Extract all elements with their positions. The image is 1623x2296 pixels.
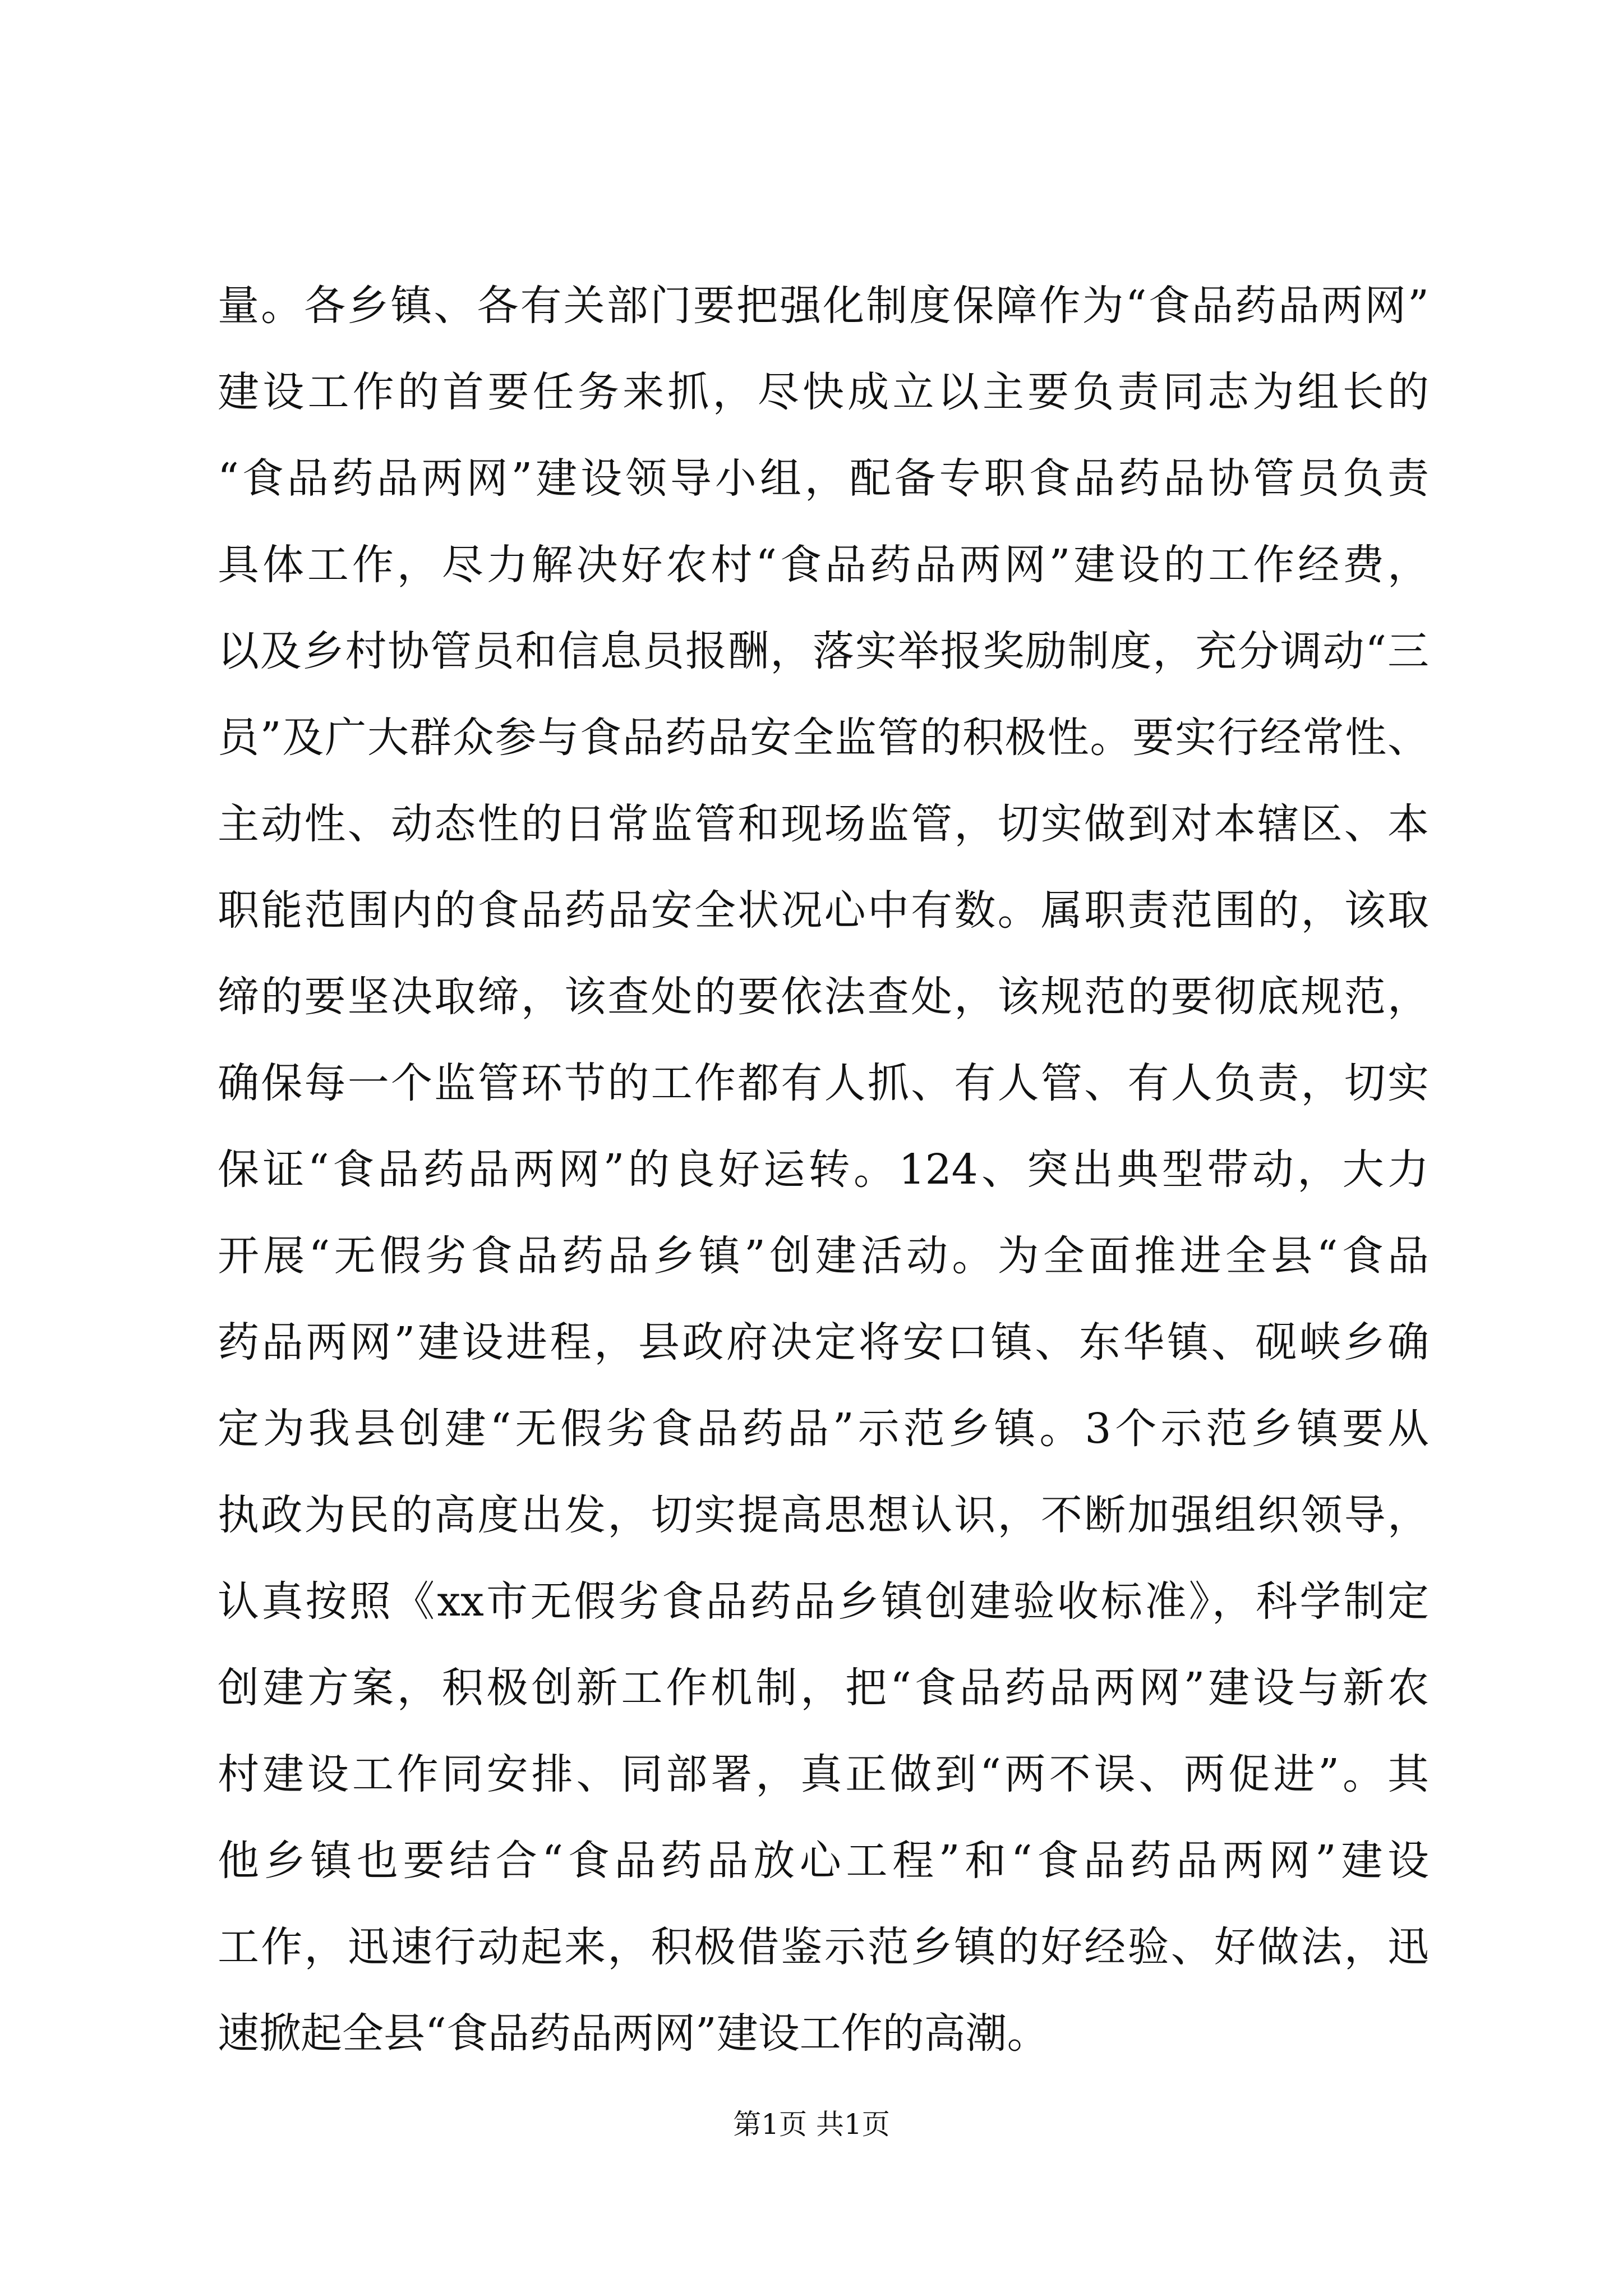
text-line: 他乡镇也要结合“食品药品放心工程”和“食品药品两网”建设 — [218, 1837, 1429, 1885]
text-line: 职能范围内的食品药品安全状况心中有数。属职责范围的，该取 — [218, 886, 1429, 935]
text-line: 工作，迅速行动起来，积极借鉴示范乡镇的好经验、好做法，迅 — [218, 1923, 1429, 1971]
text-line: 认真按照《xx市无假劣食品药品乡镇创建验收标准》，科学制定 — [218, 1577, 1429, 1626]
text-line: 主动性、动态性的日常监管和现场监管，切实做到对本辖区、本 — [218, 800, 1429, 848]
text-line: 创建方案，积极创新工作机制，把“食品药品两网”建设与新农 — [218, 1664, 1429, 1712]
text-line: 以及乡村协管员和信息员报酬，落实举报奖励制度，充分调动“三 — [218, 627, 1429, 675]
text-line: 开展“无假劣食品药品乡镇”创建活动。为全面推进全县“食品 — [218, 1232, 1429, 1280]
text-line: 员”及广大群众参与食品药品安全监管的积极性。要实行经常性、 — [218, 714, 1429, 762]
text-line: 缔的要坚决取缔，该查处的要依法查处，该规范的要彻底规范， — [218, 973, 1429, 1021]
text-line: 药品两网”建设进程，县政府决定将安口镇、东华镇、砚峡乡确 — [218, 1318, 1429, 1366]
page-number-footer: 第1页 共1页 — [733, 2108, 890, 2141]
text-line: 具体工作，尽力解决好农村“食品药品两网”建设的工作经费， — [218, 541, 1429, 589]
text-line: 确保每一个监管环节的工作都有人抓、有人管、有人负责，切实 — [218, 1059, 1429, 1107]
text-line: 执政为民的高度出发，切实提高思想认识，不断加强组织领导， — [218, 1491, 1429, 1539]
text-line: “食品药品两网”建设领导小组，配备专职食品药品协管员负责 — [218, 454, 1429, 503]
text-line: 量。各乡镇、各有关部门要把强化制度保障作为“食品药品两网” — [218, 282, 1429, 330]
text-line: 定为我县创建“无假劣食品药品”示范乡镇。3个示范乡镇要从 — [218, 1405, 1429, 1453]
text-line: 村建设工作同安排、同部署，真正做到“两不误、两促进”。其 — [218, 1750, 1429, 1798]
text-line-last: 速掀起全县“食品药品两网”建设工作的高潮。 — [218, 2009, 1049, 2058]
text-line: 保证“食品药品两网”的良好运转。124、突出典型带动，大力 — [218, 1145, 1429, 1194]
document-body — [218, 263, 1429, 2077]
text-line: 建设工作的首要任务来抓，尽快成立以主要负责同志为组长的 — [218, 368, 1429, 416]
